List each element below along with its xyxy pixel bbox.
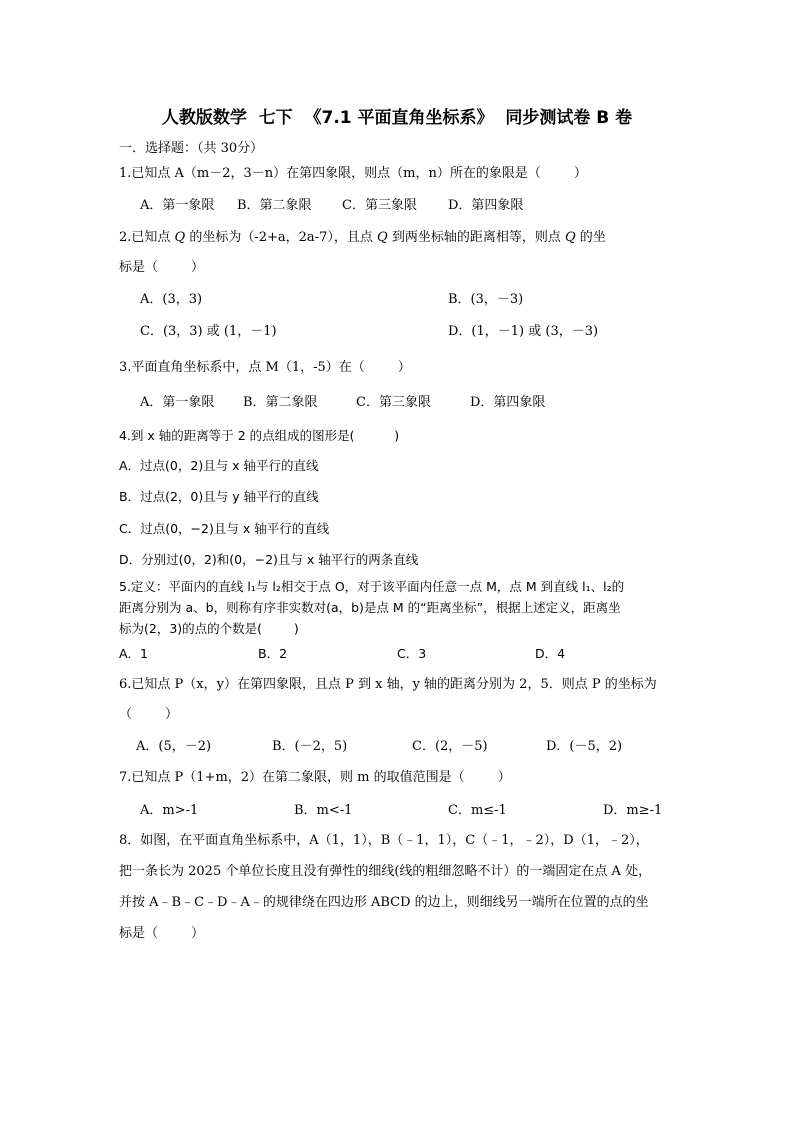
- q5-stem-line1: 5.定义：平面内的直线 l₁与 l₂相交于点 O，对于该平面内任意一点 M，点 M 到直线 l₁、l₂的: [119, 579, 625, 594]
- q7-option-b: B．m<-1: [294, 803, 353, 818]
- q2-stem-line2: 标是（ ）: [119, 260, 205, 275]
- q8-stem-line3: 并按 A﹣B﹣C﹣D﹣A﹣的规律绕在四边形 ABCD 的边上，则细线另一端所在位置的点的坐: [119, 895, 649, 910]
- q4-stem: 4.到 x 轴的距离等于 2 的点组成的图形是( ): [119, 428, 400, 443]
- q1-option-b: B．第二象限: [237, 198, 312, 213]
- q2-var-q-1: Q: [174, 230, 186, 245]
- q6-option-a: A．(5，－2): [136, 739, 212, 754]
- q3-stem: 3.平面直角坐标系中，点 M（1，-5）在（ ）: [119, 360, 411, 375]
- q3-option-a: A．第一象限: [140, 395, 215, 410]
- section-heading: 一．选择题：（共 30分）: [119, 141, 264, 156]
- q2-stem-c: 到两坐标轴的距离相等，则点: [391, 230, 561, 245]
- q6-option-c: C．(2，－5): [412, 739, 488, 754]
- q4-option-a: A．过点(0，2)且与 x 轴平行的直线: [119, 458, 319, 473]
- q5-stem-line2: 距离分别为 a、b，则称有序非实数对(a，b)是点 M 的“距离坐标”，根据上述定义，距离坐: [119, 600, 621, 615]
- q5-option-d: D．4: [535, 646, 566, 661]
- q3-option-b: B．第二象限: [243, 395, 318, 410]
- q3-option-d: D．第四象限: [470, 395, 546, 410]
- q1-option-c: C．第三象限: [342, 198, 417, 213]
- q3-option-c: C．第三象限: [356, 395, 431, 410]
- q7-option-d: D．m≥-1: [603, 803, 663, 818]
- q4-option-c: C．过点(0，−2)且与 x 轴平行的直线: [119, 521, 330, 536]
- q7-stem: 7.已知点 P（1+m，2）在第二象限，则 m 的取值范围是（ ）: [119, 770, 511, 785]
- q5-option-c: C．3: [397, 646, 427, 661]
- q5-option-b: B．2: [258, 646, 288, 661]
- q2-var-q-2: Q: [377, 230, 388, 245]
- q2-option-c: C．(3，3) 或 (1，－1): [140, 324, 277, 339]
- q2-stem-d: 的坐: [579, 230, 606, 245]
- q7-option-a: A．m>-1: [140, 803, 199, 818]
- q6-option-d: D．(－5，2): [546, 739, 623, 754]
- q2-option-a: A．(3，3): [140, 292, 203, 307]
- q5-option-a: A．1: [119, 646, 149, 661]
- q2-stem-b: 的坐标为（-2+a，2a-7），且点: [189, 230, 373, 245]
- q4-option-d: D．分别过(0，2)和(0，−2)且与 x 轴平行的两条直线: [119, 552, 419, 567]
- q6-stem-line1: 6.已知点 P（x，y）在第四象限，且点 P 到 x 轴，y 轴的距离分别为 2，5．则点 P 的坐标为: [119, 677, 657, 692]
- q2-option-d: D．(1，－1) 或 (3，－3): [448, 324, 599, 339]
- q8-stem-line2: 把一条长为 2025 个单位长度且没有弹性的细线(线的粗细忽略不计）的一端固定在点 A 处，: [119, 864, 652, 879]
- q1-stem: 1.已知点 A（m－2，3－n）在第四象限，则点（m，n）所在的象限是（ ）: [119, 166, 587, 181]
- q6-option-b: B．(－2，5): [272, 739, 348, 754]
- q8-stem-line1: 8．如图，在平面直角坐标系中，A（1，1），B（﹣1，1），C（﹣1，﹣2），D（1，﹣2），: [119, 833, 649, 848]
- q5-stem-line3: 标为(2，3)的点的个数是( ): [119, 621, 299, 636]
- q2-stem-a: 2.已知点: [119, 230, 171, 245]
- q2-stem-line1: [119, 229, 606, 247]
- q1-option-a: A．第一象限: [140, 198, 215, 213]
- q7-option-c: C．m≤-1: [448, 803, 507, 818]
- q4-option-b: B．过点(2，0)且与 y 轴平行的直线: [119, 489, 319, 504]
- q2-var-q-3: Q: [564, 230, 576, 245]
- q6-stem-line2: （ ）: [119, 707, 179, 722]
- q8-stem-line4: 标是（ ）: [119, 926, 205, 941]
- q1-option-d: D．第四象限: [448, 198, 524, 213]
- page-title: 人教版数学 七下 《7.1 平面直角坐标系》 同步测试卷 B 卷: [161, 108, 633, 128]
- q2-option-b: B．(3，－3): [448, 292, 524, 307]
